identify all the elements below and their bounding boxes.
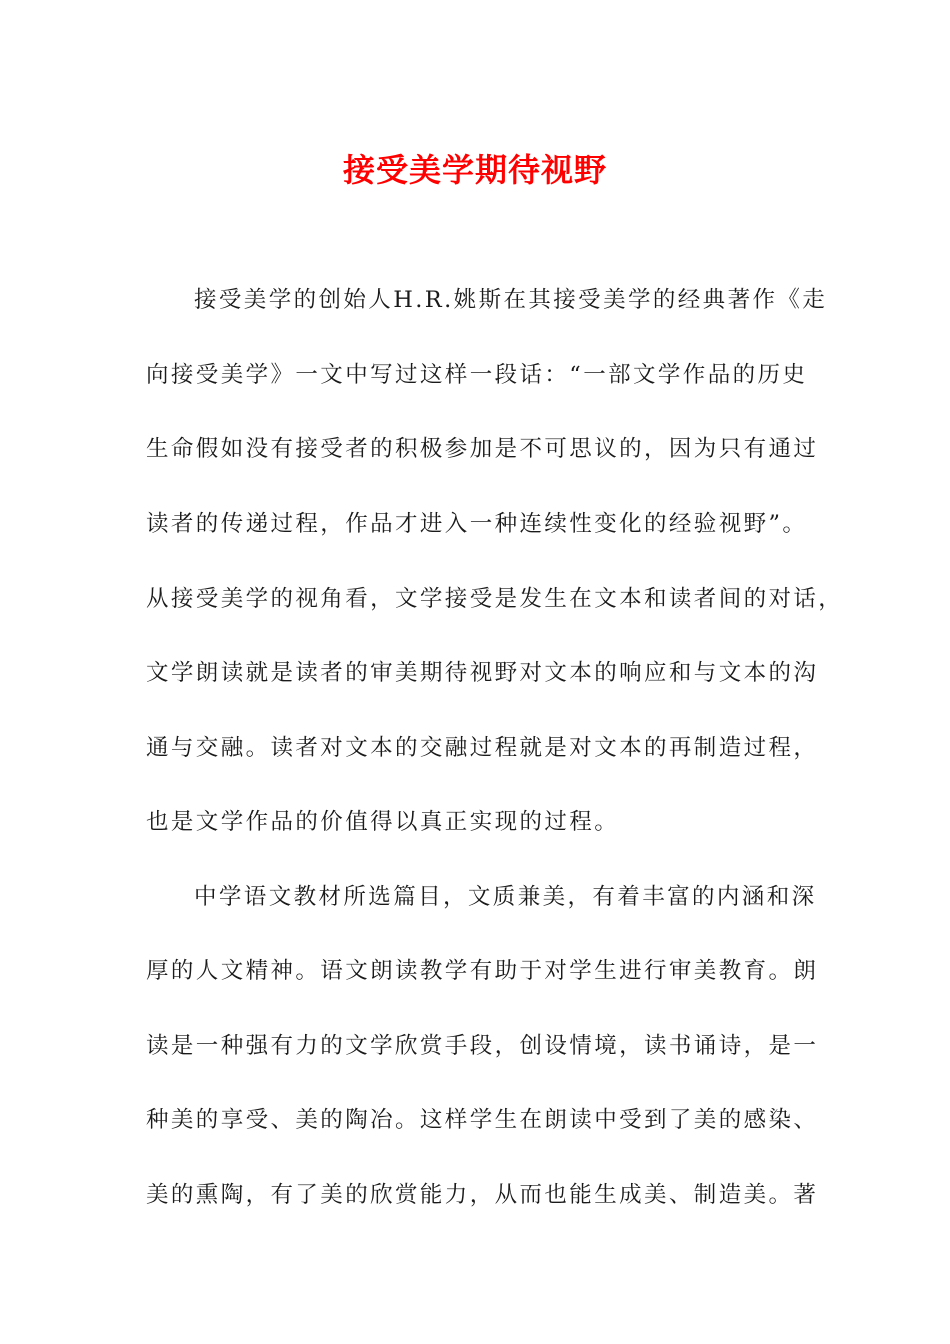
paragraph-2-line-4: 种美的享受、美的陶冶。这样学生在朗读中受到了美的感染、 xyxy=(146,1107,819,1133)
paragraph-2-line-5: 美的熏陶，有了美的欣赏能力，从而也能生成美、制造美。著 xyxy=(146,1182,819,1208)
paragraph-1-line-7: 通与交融。读者对文本的交融过程就是对文本的再制造过程， xyxy=(146,735,819,761)
paragraph-1-line-2: 向接受美学》一文中写过这样一段话：“一部文学作品的历史 xyxy=(146,362,808,388)
paragraph-1-line-8: 也是文学作品的价值得以真正实现的过程。 xyxy=(146,809,620,835)
paragraph-2-line-1: 中学语文教材所选篇目，文质兼美，有着丰富的内涵和深 xyxy=(194,884,817,910)
paragraph-1-line-6: 文学朗读就是读者的审美期待视野对文本的响应和与文本的沟 xyxy=(146,660,819,686)
document-title: 接受美学期待视野 xyxy=(342,151,607,189)
paragraph-1-line-5: 从接受美学的视角看，文学接受是发生在文本和读者间的对话， xyxy=(146,586,844,612)
paragraph-2-line-3: 读是一种强有力的文学欣赏手段，创设情境，读书诵诗，是一 xyxy=(146,1033,819,1059)
paragraph-1-line-3: 生命假如没有接受者的积极参加是不可思议的，因为只有通过 xyxy=(146,436,819,462)
paragraph-1-line-4: 读者的传递过程，作品才进入一种连续性变化的经验视野”。 xyxy=(146,511,808,537)
paragraph-2-line-2: 厚的人文精神。语文朗读教学有助于对学生进行审美教育。朗 xyxy=(146,958,819,984)
paragraph-1-line-1: 接受美学的创始人H.R.姚斯在其接受美学的经典著作《走 xyxy=(194,287,828,313)
